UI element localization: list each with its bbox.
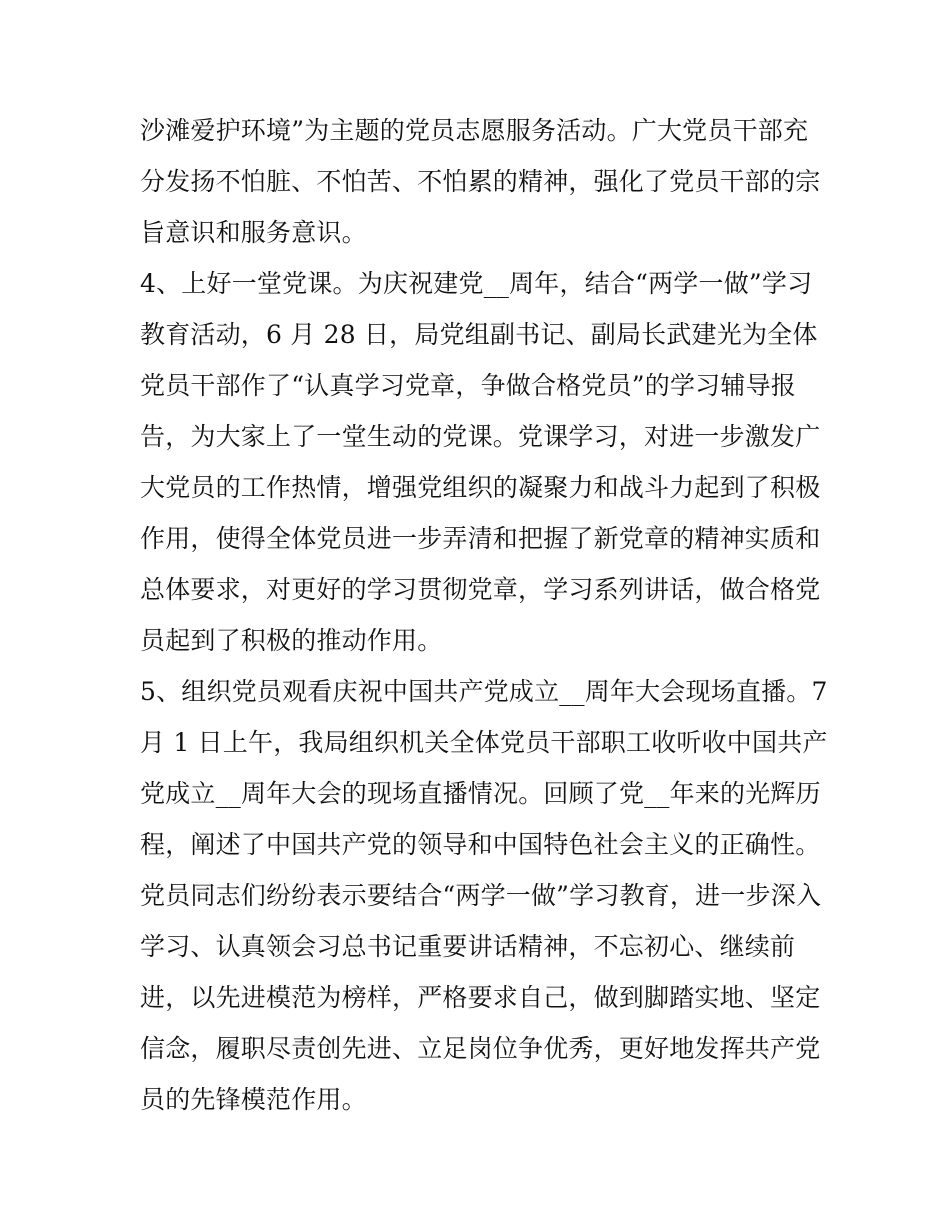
text-line: 旨意识和服务意识。 [140, 218, 367, 247]
text-line: 告，为大家上了一堂生动的党课。党课学习，对进一步激发广 [140, 422, 821, 451]
text-line: 月 1 日上午，我局组织机关全体党员干部职工收听收中国共产 [140, 728, 828, 757]
text-line: 程，阐述了中国共产党的领导和中国特色社会主义的正确性。 [140, 830, 821, 859]
text-line: 进，以先进模范为榜样，严格要求自己，做到脚踏实地、坚定 [140, 983, 821, 1012]
text-line: 学习、认真领会习总书记重要讲话精神，不忘初心、继续前 [140, 932, 796, 961]
text-line: 员的先锋模范作用。 [140, 1085, 367, 1114]
text-line: 4、上好一堂党课。为庆祝建党__周年，结合“两学一做”学习 [140, 269, 813, 298]
text-line: 沙滩爱护环境”为主题的党员志愿服务活动。广大党员干部充 [140, 116, 809, 145]
document-body [140, 105, 828, 1125]
text-line: 5、组织党员观看庆祝中国共产党成立__周年大会现场直播。7 [140, 677, 828, 706]
text-line: 党员同志们纷纷表示要结合“两学一做”学习教育，进一步深入 [140, 881, 822, 910]
text-line: 信念，履职尽责创先进、立足岗位争优秀，更好地发挥共产党 [140, 1034, 821, 1063]
text-line: 教育活动，6 月 28 日，局党组副书记、副局长武建光为全体 [140, 320, 818, 349]
text-line: 大党员的工作热情，增强党组织的凝聚力和战斗力起到了积极 [140, 473, 821, 502]
text-line: 党成立__周年大会的现场直播情况。回顾了党__年来的光辉历 [140, 779, 821, 808]
text-line: 员起到了积极的推动作用。 [140, 626, 443, 655]
text-line: 分发扬不怕脏、不怕苦、不怕累的精神，强化了党员干部的宗 [140, 167, 821, 196]
text-line: 党员干部作了“认真学习党章，争做合格党员”的学习辅导报 [140, 371, 796, 400]
text-line: 作用，使得全体党员进一步弄清和把握了新党章的精神实质和 [140, 524, 821, 553]
text-line: 总体要求，对更好的学习贯彻党章，学习系列讲话，做合格党 [140, 575, 821, 604]
